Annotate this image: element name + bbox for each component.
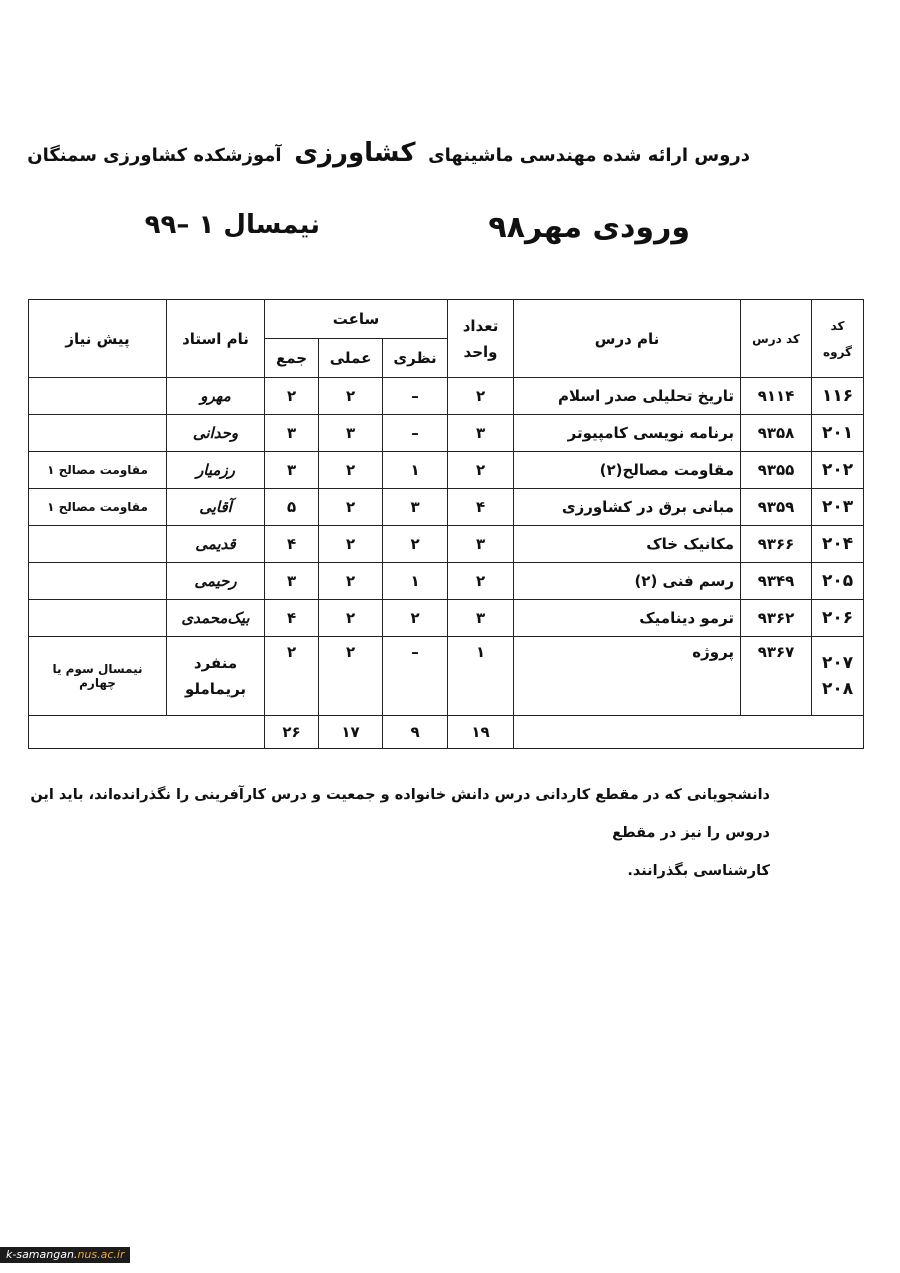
cell-group: ۲۰۳ [812,489,864,526]
cell-name: پروژه [514,637,741,716]
cell-total: ۲ [265,378,319,415]
cell-instructor: وحدانی [167,415,265,452]
cell-code: ۹۳۴۹ [741,563,812,600]
cell-name: مقاومت مصالح(۲) [514,452,741,489]
title-suffix: آموزشکده کشاورزی سمنگان [27,145,282,166]
cell-group: ۲۰۶ [812,600,864,637]
cell-units: ۲ [448,452,514,489]
cell-instructor: مهرو [167,378,265,415]
cell-practical: ۲ [319,526,383,563]
cell-instructor: رحیمی [167,563,265,600]
cell-instructor: رزمیار [167,452,265,489]
cell-instructor: بیک‌محمدی [167,600,265,637]
header-total: جمع [265,339,319,378]
cell-theory: ۲ [383,526,448,563]
cell-units: ۲ [448,378,514,415]
page-title [27,138,750,168]
watermark-domain: nus.ac.ir [77,1248,125,1261]
table-row [29,415,864,452]
cell-total: ۳ [265,415,319,452]
title-prefix: دروس ارائه شده مهندسی ماشینهای [428,145,750,166]
header-theory: نظری [383,339,448,378]
cell-practical: ۲ [319,563,383,600]
cell-prereq: نیمسال سوم یا چهارم [29,637,167,716]
cell-theory: ۳ [383,489,448,526]
term-heading: نیمسال ۱ –۹۹ [144,210,320,240]
table-header-row [29,300,864,339]
table-row-project [29,637,864,716]
header-hours: ساعت [265,300,448,339]
cell-total: ۲ [265,637,319,716]
group-code-1: ۲۰۷ [821,653,854,673]
group-code-2: ۲۰۸ [821,679,854,699]
cell-theory: – [383,378,448,415]
cell-name: مکانیک خاک [514,526,741,563]
cell-prereq [29,415,167,452]
cell-name: تاریخ تحلیلی صدر اسلام [514,378,741,415]
cell-units: ۲ [448,563,514,600]
table-row [29,526,864,563]
cell-group [812,637,864,716]
cell-instructor: قدیمی [167,526,265,563]
courses-table [28,299,864,749]
cell-theory: – [383,415,448,452]
cell-total: ۵ [265,489,319,526]
cell-code: ۹۳۶۶ [741,526,812,563]
cell-theory: ۱ [383,563,448,600]
cell-name: مبانی برق در کشاورزی [514,489,741,526]
cell-code: ۹۳۶۷ [741,637,812,716]
table-totals-row [29,716,864,749]
cell-group: ۲۰۵ [812,563,864,600]
header-course-code: کد درس [741,300,812,378]
cell-code: ۹۳۵۸ [741,415,812,452]
cell-units: ۴ [448,489,514,526]
cell-theory: – [383,637,448,716]
cell-practical: ۲ [319,452,383,489]
cell-total: ۴ [265,526,319,563]
cell-name: ترمو دینامیک [514,600,741,637]
table-row [29,452,864,489]
cell-code: ۹۳۵۹ [741,489,812,526]
cell-group: ۲۰۲ [812,452,864,489]
footnote-line-2: کارشناسی بگذرانند. [627,863,770,879]
cell-group: ۲۰۴ [812,526,864,563]
header-prereq: پیش نیاز [29,300,167,378]
cell-group: ۲۰۱ [812,415,864,452]
cell-code: ۹۳۵۵ [741,452,812,489]
cell-code: ۹۱۱۴ [741,378,812,415]
table-row [29,600,864,637]
cell-theory: ۲ [383,600,448,637]
instructor-name-2: بریماملو [184,680,247,698]
cell-practical: ۲ [319,600,383,637]
cell-instructor: آقایی [167,489,265,526]
cell-group: ۱۱۶ [812,378,864,415]
header-course-name: نام درس [514,300,741,378]
cell-prereq [29,378,167,415]
header-group-code: کد گروه [812,300,864,378]
cell-total: ۴ [265,600,319,637]
table-row [29,489,864,526]
title-emphasis: کشاورزی [294,138,416,168]
cell-practical: ۲ [319,489,383,526]
cell-instructor [167,637,265,716]
totals-blank-end [29,716,265,749]
cell-prereq [29,600,167,637]
cell-prereq [29,526,167,563]
cell-prereq: مقاومت مصالح ۱ [29,489,167,526]
site-watermark [0,1247,130,1263]
footnote [18,776,770,890]
cell-units: ۳ [448,415,514,452]
header-units: تعداد واحد [448,300,514,378]
cell-prereq [29,563,167,600]
watermark-prefix: k-samangan. [6,1248,78,1261]
header-instructor: نام استاد [167,300,265,378]
cell-practical: ۲ [319,637,383,716]
total-units: ۱۹ [448,716,514,749]
cell-practical: ۳ [319,415,383,452]
cell-name: برنامه نویسی کامپیوتر [514,415,741,452]
header-practical: عملی [319,339,383,378]
total-practical: ۱۷ [319,716,383,749]
table-row [29,378,864,415]
cell-units: ۱ [448,637,514,716]
cell-theory: ۱ [383,452,448,489]
cell-code: ۹۳۶۲ [741,600,812,637]
cell-units: ۳ [448,526,514,563]
total-theory: ۹ [383,716,448,749]
cell-units: ۳ [448,600,514,637]
totals-blank [514,716,864,749]
cell-total: ۳ [265,563,319,600]
cell-prereq: مقاومت مصالح ۱ [29,452,167,489]
footnote-line-1: دانشجویانی که در مقطع کاردانی درس دانش خانواده و جمعیت و درس کارآفرینی را نگذرانده‌اند، باید این دروس را نیز در مقطع [30,787,770,841]
instructor-name-1: منفرد [193,654,238,672]
cell-total: ۳ [265,452,319,489]
entry-heading: ورودی مهر۹۸ [488,210,690,245]
cell-practical: ۲ [319,378,383,415]
total-total: ۲۶ [265,716,319,749]
table-row [29,563,864,600]
cell-name: رسم فنی (۲) [514,563,741,600]
